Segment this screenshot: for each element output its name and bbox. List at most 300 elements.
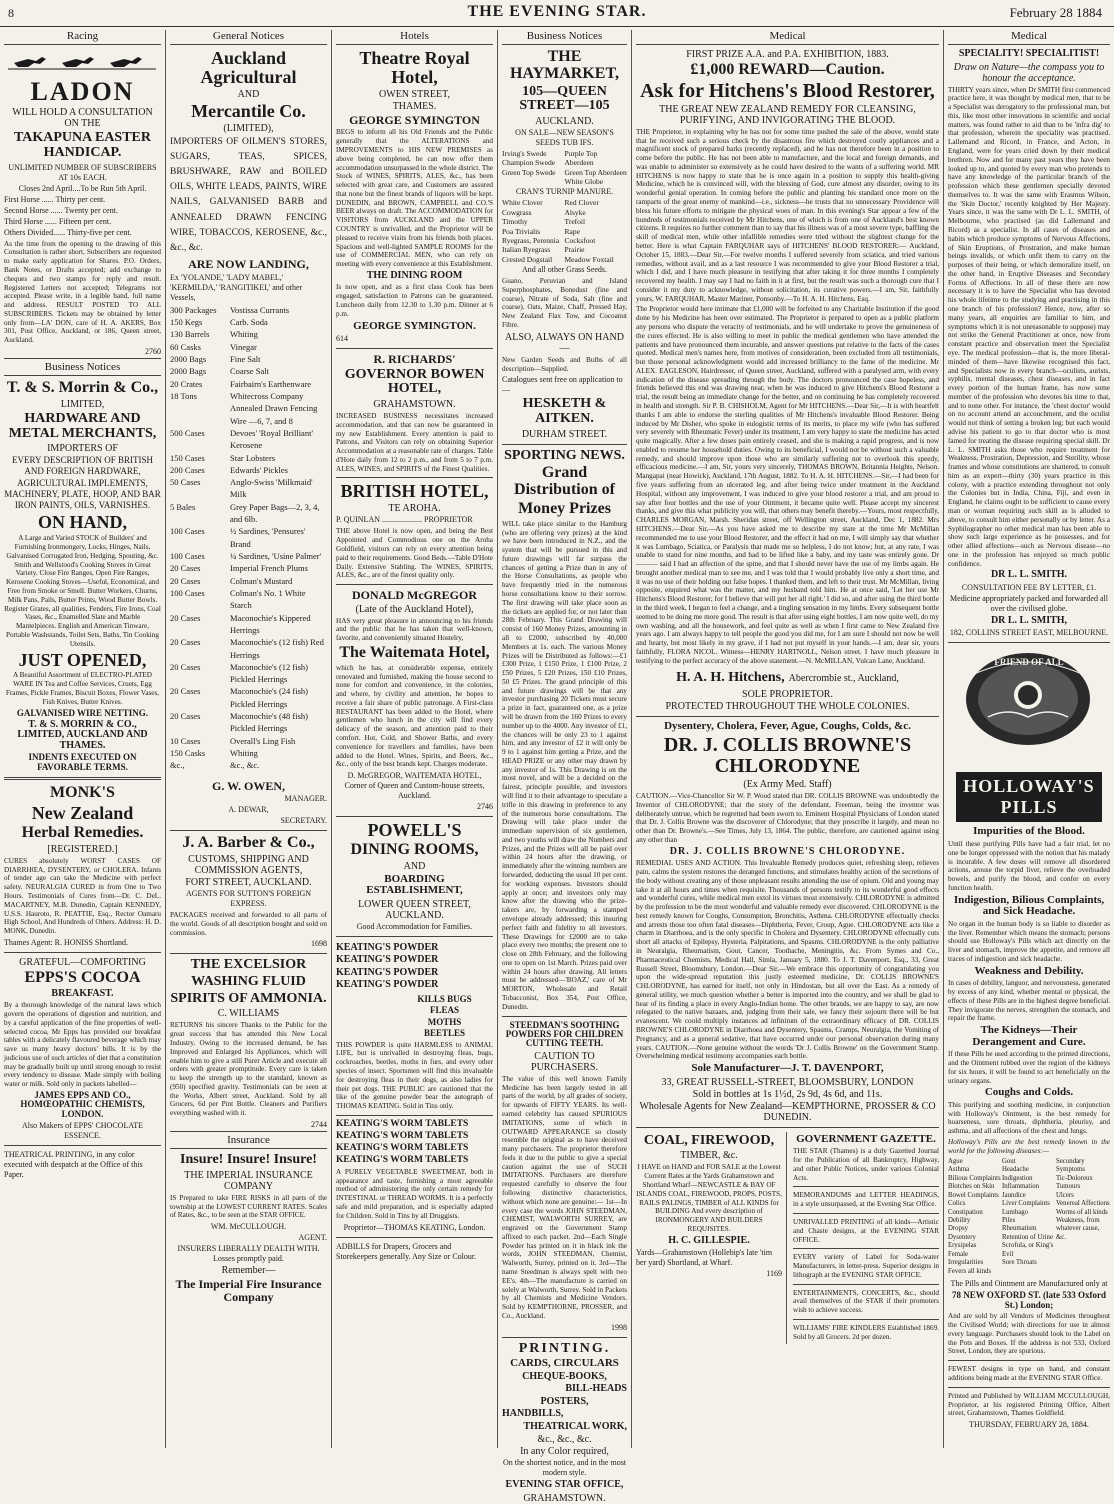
goods-item [170, 759, 327, 771]
hitchens-body-2: The Proprietor would here intimate that £1,000 will be forfeited to any Charitable Institution if the good done by his Medicine has been over estimated. The Proprietor is prepared to open as a public platform any persons who dispute the veracity of testimonials, and he will undertake to prove the genuineness of the cures effected. He is also willing to meet in public the medical gentlemen who have attended the patients and have pronounced them incurable, and answer questions put relative to the facts of the cases quoted. Medical men's names here, from motives of consideration, been excluded from all testimonials, but those personal acknowledgment would add increased brilliancy to the fame of the medicine. Mr ALEX. EAGLESON, Hairdresser, of Queen street, Auckland, suffered with a paralysed arm, with every indication of the disease spreading through the body. The doctors pronounced the case hopeless, and friends believed this end was drawing near, when he was induced to give Hitchens's Blood Restorer a trial, the result being an immediate change for the better, and on continuing he has completely recovered in health and strength. Sir P. B. CHISHOLM, Agent for Mr HITCHENS.—Dear Sir,—It is with heartfelt thanks I am able to endorse the sterling qualities of Mr Hitchens's invaluable Blood Restorer. Being induced by Mr Disher, who spoke in eulogistic terms of its merits, to place my wife (who has suffered very severely with Rheumatic Fever) under its treatment, I am very happy to state the medicine has acted quite magically. After a few doses pain entirely ceased, and she is making a rapid progress, and is now enabled to resume her household duties. Owing to its beneficial, I would not be without such a valuable remedy, and should improve upon those who are similarly suffering not to overlook this speedy, efficacious medicine.—I am, Sir, yours very sincerely, THOMAS BROWN, Britannia Heights, Nelson. Mangapai (near Howick), Auckland, 17th August, 1882. To H. A. H. HITCHENS.—Sir,—I had been for five years suffering from an ulcerated leg, and after being twice under treatment in the Auckland Hospital, without any improvement, I was induced to give your blood restorer a trial, and am proud to say after four bottles and the use of your Ointment, it became quite well. Please accept my sincerest thanks, and give this what publicity you will, that others may benefit thereby.—Yours, most respectfully, CHARLES MORGAN, Marsh. Sheridan street, off Wellington street, Auckland, Dec 1, 1882. Mrs HITCHENS.—Dear Sir,—As you have asked me to describe my state at the time Mr McMillan recommended me to use your Blood Restorer, and the effect it had on me, I will simply say that whether it was Lumbago, Sciatica, or Paralysis that made me so helpless, I do not know; but, at any rate, I was unable to stand for nine months, and had to be lifted like a baby, and my taste was entirely gone. Dr ——— said I had an affection of the spine, and that I should never have the use of my limbs again. He brought another medical man to see me, and I was told that I would probably live only a short time, and it was no use of their holding out false hopes. I thanked them, and left to their trust. Mr McMillan, living opposite, enquired what was the matter, and my husband told him. He at once said, 'Let her use Mr Hitchens's Blood Restorer, for I believe that will put her all right.' I did so, and after using the third bottle in the third week, I began to feel a change, and a tingling sensation in my limbs. Every subsequent bottle seemed to be doing me more good. The result is that after using eight bottles, I am now quite well, do my own washing, and all the housework, and feel quite as well as when I first came to New Zealand five years ago. I am always happy to tell people the good you did me, for I am sure I should not now be well and hearty, but most likely in my grave, if I had not put myself in your hands.—I am, dear sir, yours faithfully, FLORA NICOL. Witness—HENRY HARTNOLL, Nelson street. I have much pleasure in testifying to the perfect accuracy of the above statement.—N. McMILLAN, Vulcan Lane, Auckland. [636, 305, 939, 665]
disease-item: Debility [948, 1217, 971, 1224]
imperial-insurance: THE IMPERIAL INSURANCE COMPANY [184, 1169, 313, 1192]
disease-item: Female Irregularities [948, 1250, 984, 1267]
disease-item: Retention of Urine [1002, 1233, 1053, 1241]
diseases-grid [948, 1158, 1110, 1277]
disease-item: Constipation [948, 1208, 983, 1216]
disease-item: Liver Complaints [1002, 1200, 1050, 1208]
ladon-event: TAKAPUNA EASTER HANDICAP. [13, 130, 152, 160]
disease-item: Rheumatism [1002, 1225, 1037, 1233]
goods-quantity: 20 Cases [170, 563, 201, 574]
section-header-medical: Medical [636, 30, 939, 45]
ladon-close: Closes 2nd April....To be Run 5th April. [18, 183, 147, 193]
section-header-racing: Racing [4, 30, 161, 45]
excelsior-line3: SPIRITS OF AMMONIA. [170, 990, 327, 1006]
te-aroha-label: TE AROHA. [388, 503, 441, 515]
shortest-notice: On the shortest notice, and in the most modern style. [502, 1458, 627, 1478]
excelsior-line1: THE EXCELSIOR [190, 957, 307, 973]
epps-tagline: GRATEFUL—COMFORTING [19, 956, 146, 968]
disease-item: Headache [1002, 1166, 1029, 1174]
durham-street: DURHAM STREET. [521, 428, 608, 440]
goods-quantity: 20 Cases [170, 612, 201, 623]
chlorodyne-caution: CAUTION.—Vice-Chancellor Sir W. P. Wood stated that DR. COLLIS BROWNE was undoubtedly the Inventor of CHLORODYNE; that the story of the defendant, Freeman, being the inventor was deliberately untrue, which he regretted had been sworn to. Eminent Hospital Physicians of London stated that Dr. J. Collis Browne was the discoverer of Chlorodyne; that they prescribe it largely, and mean no other than Dr. Browne's.—See Times, July 13, 1864. The public, therefore, are cautioned against using any other than [636, 792, 939, 844]
weakness-body: In cases of debility, languor, and nervousness, generated by excess of any kind, whether mental or physical, the effects of these Pills are in the highest degree beneficial. They invigorate the nerves, strengthen the stomach, and repair the frame. [948, 979, 1110, 1023]
registered-label: [REGISTERED.] [47, 843, 118, 855]
goods-description: Grey Paper Bags—2, 3, 4, and 6lb. [230, 501, 320, 525]
goods-description: Anglo-Swiss 'Milkmaid' Milk [230, 477, 313, 500]
weakness-heading: Weakness and Debility. [974, 964, 1084, 977]
timber-label: TIMBER, &c. [680, 1150, 738, 1162]
worm-tablets-2: KEATING'S WORM TABLETS [336, 1130, 469, 1141]
disease-item: Tumours [1056, 1183, 1081, 1191]
consultation-fee: CONSULTATION FEE BY LETTER, £1. [961, 582, 1097, 592]
dining-body: Is now open, and as a first class Cook has been engaged, satisfaction to Patrons can be guaranteed. Luncheon daily from 12.30 to 1.30 p.m. Dinner at 6 p.m. [336, 283, 493, 318]
powell-and: AND [403, 860, 426, 872]
goods-quantity: 20 Crates [170, 378, 203, 389]
disease-item: Secondary Symptoms [1056, 1157, 1086, 1174]
owen-name: G. W. OWEN, [211, 778, 286, 793]
handbills-note: ADBILLS for Drapers, Grocers and Storekeepers generally. Any Size or Colour. [336, 1241, 477, 1261]
grahamstown-label: GRAHAMSTOWN. [373, 399, 456, 411]
hitchens-title: Ask for Hitchens's Blood Restorer, [640, 79, 935, 102]
newspaper-title: THE EVENING STAR. [467, 3, 647, 20]
morrin-signature: T. & S. MORRIN & CO., LIMITED, AUCKLAND AND THAMES. [17, 718, 148, 751]
column-racing [0, 30, 166, 1448]
indents-note: INDENTS EXECUTED ON FAVORABLE TERMS. [28, 752, 137, 772]
keating-line-2: KEATING'S POWDER [336, 954, 439, 966]
protected-note: PROTECTED THROUGHOUT THE WHOLE COLONIES. [665, 701, 910, 713]
excelsior-line2: WASHING FLUID [191, 974, 306, 990]
holloways-pills-banner: HOLLOWAY'S PILLS [956, 772, 1102, 822]
turnip-manure: CRAN'S TURNIP MANURE. [515, 187, 614, 197]
remember-label: Remember— [221, 1265, 276, 1277]
thames-label: THAMES. [392, 100, 437, 112]
on-hand-heading: ON HAND, [38, 512, 127, 533]
column-general-notices [166, 30, 332, 1448]
waitemata-body: which he has, at considerable expense, entirely renovated and furnished, making the house second to none for comfort and convenience, in the colonies, and where, by civility and attention, he hopes to receive a fair share of public patronage. A First-class RESTAURANT has been added to the Hotel, where gentlemen who lunch in the city will find every delicacy of the season, and attention paid to their comfort. Hot, Cold, and Shower Baths, and every convenience for travellers and families, have been added to the Hotel. Wines, Spirits, and Beers, &c., &c., only of the best brands kept. Charges moderate. [336, 663, 493, 769]
goods-item [170, 476, 327, 501]
smith-body: THIRTY years since, when Dr SMITH first commenced practice here, it was thought by medical men, that to be a Specialist was derogatory to the professional man, but this, like most other innovations in scientific and social matters, was found rather to aid than to be 'infra dig' to that profession, wherein the speciality was practised. Lallemand and Ricord, in France, and Acton, in England, were for years cried down by their medical brethren. Now and for many past years they have been looked up to, and quoted by every man who pretends to have any knowledge of the particular branch of the profession which these gentlemen specially devoted themselves to. It was the same with Erasmus Wilson, the 'Skin Doctor,' recently knighted by Her Majesty. Years since, it was the same with Dr L. L. SMITH, of Melbourne, who practised (as did Lallemand and Ricord) as a specialist. In all cases of diseases and habits which produce symptoms of Nervous Affections, of Skin Eruptions, of Prostration, and make human beings invalids, or which unfit them to carry on the purposes of their being, or which demoralize itself, on the other hand, in Eruptive Diseases and Secondary Forms of Affections. In all of these there are now necessary it is to have the Specialist who has devoted his whole lifetime to the studying and practising in this one branch of his profession? Hence, now, after so many years, all enquiries are familiar to him, and symptoms which it is not unreasonable to suppose) may not strike the General Practitioner at once, now from constant practice and observation meet the Specialist eye. The medical profession—that is, the more liberal-minded of them—have likewise recognised this fact, and Specialists now in every branch—oculists, aurists, syphilis, mental diseases, chest diseases, and in fact every portion of the human frame, has now some member of the profession who devotes his time to that, and to none other. For instance, the 'chest doctor' would on no account attend an accouchment, and the oculist would not think of setting a broken leg; but each would advise his patient to go to that doctor who is most famed for treating the disease requiring special skill. Dr L. L. SMITH asks those who require treatment for Weakness, Prostration, Depression, and Sterility, whose frames and whose constitutions are shattered, to consult him as an expert—thirty (30) years practice in this colony, with a practice extending throughout not only the Colonies but in India, China, Fiji, and even in England, he claims ought to be sufficient to cause every man or woman requiring such skill as is alluded to above, to consult him either personally or by letter. As a Syphilographer no other medical man has been able to show such large experience as he possesses, and for other allied affections—such as Nervous disease—no one in the profession has enjoyed so much public confidence. [948, 85, 1110, 568]
insure-heading: Insure! Insure! Insure! [180, 1152, 317, 1168]
etc-label: &c., &c., &c. [537, 1434, 592, 1446]
prize-2: Second Horse ...... Twenty per cent. [4, 205, 118, 215]
symington-name: GEORGE SYMINGTON [349, 112, 480, 127]
disease-item: Bowel Complaints [948, 1191, 999, 1199]
disease-item: Gout [1002, 1157, 1016, 1165]
importers-notice: IMPORTERS OF OILMEN'S STORES, SUGARS, TEAS, SPICES, BRUSHWARE, RAW and BOILED OILS, WHITE LEADS, PAINTS, WIRE NAILS, GALVANISED BARB and ANNEALED DRAWN FENCING WIRE, TOBACCOS, KEROSENE, &c., &c., &c. [170, 136, 327, 253]
waitemata-title: The Waitemata Hotel, [339, 644, 490, 661]
diseases-col-c [1056, 1158, 1110, 1277]
seed-left-1: Irving's Swede [502, 148, 547, 158]
goods-quantity: 60 Casks [170, 341, 201, 352]
column-medical [632, 30, 944, 1448]
chlorodyne-title: DR. J. COLLIS BROWNE'S CHLORODYNE [663, 734, 912, 777]
keating-powder-block [336, 941, 493, 993]
monk-remedies: Herbal Remedies. [21, 824, 144, 842]
hitchens-name: H. A. H. Hitchens, [676, 670, 785, 686]
sole-manufacturer: Sole Manufacturer—J. T. DAVENPORT, [691, 1062, 884, 1075]
prize-1: First Horse ...... Thirty per cent. [4, 194, 106, 204]
good-accommodation: Good Accommodation for Families. [356, 921, 473, 931]
goods-description: Star Lobsters [230, 452, 276, 463]
insurers-note: INSURERS LIBERALLY DEALTH WITH. Losses promptly paid. [177, 1244, 320, 1264]
cheque-books: CHEQUE-BOOKS, [522, 1370, 607, 1382]
bottom-ads [636, 1132, 939, 1344]
ladon-title: LADON [30, 77, 135, 106]
keating-proprietor: Proprietor—THOMAS KEATING, London. [343, 1222, 486, 1232]
smith-name-2: DR L. L. SMITH, [990, 614, 1068, 626]
goods-item [170, 390, 327, 427]
manager-label: MANAGER. [284, 794, 327, 804]
goods-item [170, 612, 327, 637]
hitchens-body: THE Proprietor, in explaining why he has not for some time pushed the sale of the above, would state that he received such a serious check by the disastrous fire which destroyed costly appliances and a magnificent stock of prepared barks (recently replaced), and he has not therefore been in a position to come before the public. He has not been able to manufacture, and the local and foreign demands, and was unable to administer so extensively as he could have desired to the wants of a suffering world. MR HITCHENS is now happy to state that he is once again in a position to supply this health-giving Medicine, which he is convinced will, with the blessing of God, cure almost any disorder, owing to its wonderful genial operation. In coming before the public and planting his standard once more on the ramparts of the great enemy of mankind—i.e., sickness—he trusts that no unnecessary Providence will bless his future efforts to mitigate the physical woes of man. In this evening's Star appear a few of the hundreds of testimonials received by Mr Hitchens, one of which is from one of Auckland's best known citizens. It requires no further comment than to say that his illness was of a most severe type, baffling the skill of medical men, while other infallible remedies were tried without the slightest change for the better. Here is what Captain FARQUHAR says of HITCHENS' BLOOD RESTORER:— Auckland, October 15, 1883.—Dear Sir,—For twelve months I suffered severely from sciatica, and tried various remedies, without avail, and as a last resource I was recommended to give your Blood Restorer a trial, which I did, and I have much pleasure in testifying that after taking it for three months I completely recovered my health. I may say I had no faith in it at first, but the result was such a thorough cure that I consider it my duty to acknowledge, without solicitation, its curative powers.—I am, Sir, faithfully yours, W. FARQUHAR, Master Mariner, Ponsonby.—To H. A. H. Hitchens, Esq. [636, 127, 939, 303]
goods-description: Whiting [230, 329, 258, 340]
goods-item [170, 378, 327, 390]
insurance-footer: The Imperial Fire Insurance Company [175, 1277, 322, 1304]
and-label: AND [237, 88, 260, 100]
any-color: In any Color required, [520, 1446, 609, 1458]
disease-item: Dropsy [948, 1225, 969, 1233]
goods-item [170, 636, 327, 661]
kills-moths: MOTHS [427, 1016, 462, 1027]
holloway-footer: And are sold by all Vendors of Medicines throughout the Civilised World; with directions for use in almost every language. Purchasers should look to the Label on the Pots and Boxes. If the address is not 533, Oxford Street, London, they are spurious. [948, 1312, 1110, 1356]
disease-item: Dysentery [948, 1233, 976, 1241]
theatrical-work: THEATRICAL WORK, [523, 1420, 627, 1432]
lower-queen-street: LOWER QUEEN STREET, AUCKLAND. [358, 898, 471, 921]
davenport-address: 33, GREAT RUSSELL-STREET, BLOOMSBURY, LONDON [661, 1076, 914, 1088]
grass-item: Alsyke [564, 207, 586, 217]
labels-body: EVERY variety of Label for Soda-water Manufacturers, in letter-press. Superior designs in lithograph at the EVENING STAR OFFICE. [793, 1253, 939, 1279]
coal-heading: COAL, FIREWOOD, [643, 1132, 775, 1148]
disease-item: Fevers all kinds [948, 1267, 992, 1275]
goods-item [170, 661, 327, 686]
issue-date: February 28 1884 [1009, 5, 1102, 20]
goods-description: Overall's Ling Fish [230, 735, 296, 746]
disease-item: Sore Throats [1002, 1259, 1037, 1267]
goods-description: Maconochie's (24 fish) Pickled Herrings [230, 686, 309, 709]
steedman-title: STEEDMAN'S SOOTHING POWDERS FOR CHILDREN CUTTING TEETH. [505, 1019, 624, 1049]
goods-item [170, 685, 327, 710]
printed-published: Printed and Published by WILLIAM MCCULLOUGH, Proprietor, at his registered Printing Office, Albert street, Grahamstown, Thames Goldfield. [948, 1391, 1110, 1418]
dewar-name: A. DEWAR, [228, 805, 269, 815]
hesketh-aitken: HESKETH & AITKEN. [522, 396, 607, 427]
mccullough-name: WM. McCULLOUGH. [210, 1222, 287, 1232]
goods-description: &c., &c. [230, 760, 260, 771]
disease-item: Ulcers [1056, 1191, 1074, 1199]
goods-quantity: &c., [170, 760, 185, 771]
gazette-body: THE STAR (Thames) is a duly Gazetted Journal for the Publication of all Bankruptcy, Highway, and other Public Notices, under various Colonial Acts. [793, 1147, 939, 1182]
coughs-body: This purifying and soothing medicine, in conjunction with Holloway's Ointment, is the best remedy for hoarseness, sore throats, diphtheria, pleurisy, and asthma, and all affections of the chest and lungs. [948, 1100, 1110, 1136]
limited-label: (LIMITED), [223, 122, 274, 134]
keating-line-3: KEATING'S POWDER [336, 966, 439, 978]
goods-description: Devoes' 'Royal Brilliant' Kerosene [230, 427, 313, 451]
also-label: ALSO, ALWAYS ON HAND— [505, 331, 624, 354]
chlorodyne-mid: DR. J. COLLIS BROWNE'S CHLORODYNE. [669, 845, 906, 857]
just-opened-body: A Beautiful Assortment of ELECTRO-PLATED WARE IN Tea and Coffee Services, Cruets, Egg Frames, Pickle Frames, Biscuit Boxes, Flower Vases, Fish Knives, Butter Knives. [5, 671, 160, 706]
goods-quantity: 20 Cases [170, 686, 201, 697]
powell-title: POWELL'S [367, 820, 462, 841]
oxford-address: 78 NEW OXFORD ST. (late 533 Oxford St.) London; [952, 1290, 1106, 1310]
grass-item: Meadow Foxtail [564, 254, 614, 264]
on-sale-note: ON SALE—NEW SEASON'S SEEDS TUB IFS. [515, 127, 614, 147]
impurities-body: Until these purifying Pills have had a fair trial, let no one be longer oppressed with the notion that his malady is incurable. A few doses will remove all disordered actions, arouse the torpid liver, relieve the overloaded bowels, and purify the blood, and confer on every function health. [948, 840, 1110, 892]
section-header-business-2: Business Notices [502, 30, 627, 45]
symington-signature: GEORGE SYMINGTON. [353, 319, 476, 332]
sporting-body: WILL take place similar to the Hamburg (who are offering very prizes) at the kind we have been introduced in N.Z., and the system that will be pursued in this and future drawings will far surpass the chances of getting a Prize than in any of the Horse Consultations, as people who have frequently tried in the numerous horse consultations know to their sorrow. The first drawing will take place soon as the tickets are applied for, or not later than 28th February. This Grand Drawing will consist of 160 Money Prizes, amounting in all to £2000, subscribed by 40,000 Members at 1s. each. The various Money Prizes will be Distributed as follows:—£1 £300 Prize, 1 £150 Prize, 1 £100 Prize, 2 £50 Prizes, 5 £20 Prizes, 150 £10 Prizes, 50 £5 Prizes. The grand principle of this and future drawings will be that any investor purchasing 20 Tickets must secure a prize in fact, guaranteed one, as a prize will be drawn from the 160 Prizes to every number up to the 4000. Any investor of £1, the chances will be only 23 to 1 against him, and any investor of £2 it will only be 9 to 1 against him getting a Prize, and the HEAD PRIZE or any other may drawn by any investor of 1s. This Drawing is on the most novel, and will be a decided on the fairest, principle possible, and investors will find it to their advantage to speculate a trifle in this drawing in preference to any of the numerous horse consultations. The Drawing will take place under the immediate supervision of six gentlemen, and two youths will draw the Numbers and Prizes, and the Prizes will all be paid over within 24 hours after the drawing, or immediately after the winning numbers are forwarded, deducting the usual 10 per cent. for working expenses. Investors should apply at once; and investors only may know after the drawing who the prize-takers are, by forwarding a stamped envelope already addressed; this insuring perfect faith and fidelity to all investors. These Drawings for £2000 are to take place every two months; the present one to close on 28th February, and the following one to open on 1st March. Prizes paid over within 24 hours after drawing. All letters must be addressed—'BOAZ,' care of Mr MORTON, Wholesale and Retail Tobacconist, Box 354, Post Office, Dunedin. [502, 519, 627, 1011]
section-header-insurance: Insurance [170, 1131, 327, 1149]
goods-quantity: 500 Cases [170, 427, 205, 438]
coal-ad [636, 1132, 787, 1344]
monk-title: MONK'S [50, 784, 115, 802]
unrivalled-body: UNRIVALLED PRINTING of all kinds—Artistic and Chaste designs, at the EVENING STAR OFFICE. [793, 1217, 939, 1244]
medicine-packed: Medicine appropriately packed and forwarded all over the civilised globe. [950, 593, 1108, 613]
grass-item: Ryegrass, Perennia [502, 235, 560, 245]
kills-fleas: FLEAS [429, 1005, 459, 1016]
goods-list [170, 304, 327, 772]
goods-description: Coarse Salt [230, 366, 269, 377]
haymarket-title: THE HAYMARKET, [510, 48, 619, 82]
grass-item: Crested Dogstail [502, 254, 553, 264]
goods-item [170, 341, 327, 353]
disease-item: Worms of all kinds [1056, 1208, 1108, 1216]
kidneys-heading: The Kidneys—Their Derangement and Cure. [972, 1024, 1086, 1048]
masthead [0, 0, 1114, 27]
kills-bugs: KILLS BUGS [417, 993, 472, 1004]
goods-quantity: 150 Kegs [170, 317, 203, 328]
worm-tablets-3: KEATING'S WORM TABLETS [336, 1142, 469, 1153]
grass-item: Red Clover [564, 198, 599, 208]
impurities-heading: Impurities of the Blood. [973, 825, 1085, 838]
agent-label: AGENT. [298, 1233, 327, 1243]
wire-netting: GALVANISED WIRE NETTING. [16, 707, 149, 718]
vessels-note: Ex 'YOLANDE,' 'LADY MABEL,' 'KERMILDA,' 'RANGITIKEI,' and other Vessels, [170, 272, 303, 302]
disease-item: Venereal Affections [1056, 1200, 1110, 1208]
worm-tablets-4: KEATING'S WORM TABLETS [336, 1154, 469, 1165]
mcgregor-name: DONALD McGREGOR [352, 588, 477, 603]
dysentery-heading: Dysentery, Cholera, Fever, Ague, Coughs, Colds, &c. [664, 720, 911, 733]
disease-item: Weakness, from whatever cause, &c. [1056, 1217, 1100, 1241]
goods-quantity: 20 Cases [170, 661, 201, 672]
goods-item [170, 464, 327, 476]
grass-all: And all other Grass Seeds. [521, 265, 608, 275]
just-opened-heading: JUST OPENED, [18, 649, 147, 670]
speciality-heading: SPECIALITY! SPECIALITIST! [958, 48, 1100, 59]
section-header-business: Business Notices [4, 358, 161, 376]
first-prize-note: FIRST PRIZE A.A. and P.A. EXHIBITION, 1883. [686, 49, 889, 60]
coughs-heading: Coughs and Colds. [984, 1086, 1074, 1099]
section-header-medical-2: Medical [948, 30, 1110, 45]
disease-item: Lumbago [1002, 1208, 1029, 1216]
grass-item: Poa Trivialis [502, 226, 541, 236]
disease-item: Colics [948, 1200, 966, 1208]
gazette-heading: GOVERNMENT GAZETTE. [796, 1132, 936, 1145]
grass-left-list [502, 198, 565, 264]
hardware-heading: HARDWARE AND METAL MERCHANTS, [8, 410, 157, 441]
goods-description: Carb. Soda [230, 317, 268, 328]
goods-quantity: 20 Cases [170, 711, 201, 722]
grass-right-list [565, 198, 628, 264]
pills-manufactured: The Pills and Ointment are Manufactured only at [950, 1279, 1108, 1289]
epps-title: EPPS'S COCOA [24, 968, 141, 986]
money-prizes: Money Prizes [518, 500, 611, 517]
symington-body: BEGS to inform all his Old Friends and the Public generally that the ALTERATIONS and IMPROVEMENTS to HIS NEW PREMISES as above being completed, he can now offer them accommodation unsurpassed in the whole district. The Stock of WINES, SPIRITS, ALES, &c., has been selected with great care, and Customers are assured that none but the finest brands of liquors will be kept. DUNEDIN, and BROWN, CAMPBELL and CO.'S BEER always on draft. The ACCOMMODATION for VISITORS from AUCKLAND and the UPPER COUNTRY is unrivalled, and the Proprietor will be pleased to receive visits from his friends both places. Spacious and well-lighted SAMPLE ROOMS for the use of COMMERCIAL MEN, who can rely on meeting with every convenience at this Establishment. [336, 128, 493, 269]
prize-3: Third Horse ...... Fifteen per cent. [4, 216, 112, 226]
goods-description: Whiting [230, 748, 258, 759]
grass-item: Timothy [502, 217, 528, 227]
goods-description: Edwards' Pickles [230, 464, 288, 475]
grass-item: Rape [564, 226, 580, 236]
hitchens-address: Abercrombie st., Auckland, [788, 673, 899, 685]
indigestion-body: No organ in the human body is so liable to disorder as the liver. Remember which means the stomach; persons should use Holloway's Pills which act directly on the liver and stomach, improve the appetite, and remove all traces of indigestion and sick headache. [948, 919, 1110, 963]
goods-description: Imperial French Plums [230, 563, 308, 574]
british-hotel-title: BRITISH HOTEL, [340, 481, 489, 502]
goods-description: Colman's Mustard [230, 575, 293, 586]
goods-item [170, 525, 327, 550]
grass-grid [502, 198, 627, 264]
disease-item: Bilious Complaints [948, 1174, 1001, 1182]
governor-bowen-title: GOVERNOR BOWEN HOTEL, [344, 366, 485, 397]
grass-item: Cowgrass [502, 207, 532, 217]
grass-item: Prairie [564, 245, 585, 255]
barber-body: PACKAGES received and forwarded to all parts of the world. Goods of all description bought and sold on commission. [170, 911, 327, 937]
disease-item: Blotches on Skin [948, 1183, 995, 1191]
goods-item [170, 550, 327, 562]
gillespie-name: H. C. GILLESPIE. [668, 1234, 750, 1246]
publication-date: THURSDAY, FEBRUARY 28, 1884. [969, 1420, 1089, 1430]
grahamstown-footer: GRAHAMSTOWN. [523, 1492, 606, 1504]
keating-line-4: KEATING'S POWDER [336, 979, 439, 991]
goods-item [170, 735, 327, 747]
goods-quantity: 18 Tons [170, 390, 197, 401]
disease-item: Ague [948, 1157, 963, 1165]
grass-item: Cocksfoot [564, 235, 596, 245]
kills-list [396, 995, 493, 1039]
mcgregor-body: HAS very great pleasure in announcing to his friends and the public that he has taken that well-known, favorite, and conveniently situated Hostelry, [336, 616, 493, 643]
evening-star-office: EVENING STAR OFFICE, [505, 1479, 624, 1491]
garden-seeds: New Garden Seeds and Bulbs of all description—Supplied. [502, 355, 627, 373]
waitemata-number: 2746 [477, 802, 493, 812]
goods-description: ½ Sardines, 'Pensures' Brand [230, 526, 306, 549]
monk-agent: Thames Agent: R. HONISS Shortland. [4, 937, 128, 947]
goods-description: Maconochie's (12 fish) Red Herrings [230, 637, 324, 660]
goods-description: Vostissa Currants [230, 304, 290, 315]
draw-on-nature: Draw on Nature—the compass you to honour the acceptance. [953, 61, 1105, 84]
caution-purchasers: CAUTION TO PURCHASERS. [531, 1050, 598, 1073]
goods-quantity: 2000 Bags [170, 354, 207, 365]
epps-body: By a thorough knowledge of the natural laws which govern the operations of digestion and nutrition, and by a careful application of the fine properties of well-selected cocoa, Mr Epps has provided our breakfast tables with a delicately flavoured beverage which may save us many heavy doctors' bills. It is by the judicious use of such articles of diet that a constitution may be gradually built up until strong enough to resist every tendency to disease. Made simply with boiling water or milk. Sold only in packets labelled— [4, 1001, 161, 1089]
disease-item: Tic-Doloreux [1056, 1174, 1093, 1182]
fewest-designs: FEWEST designs in type on hand, and constant additions being made at the EVENING STAR Office. [948, 1365, 1110, 1382]
keating-body: THIS POWDER is quite HARMLESS to ANIMAL LIFE, but is unrivalled in destroying fleas, bugs, cockroaches, beetles, moths in furs, and every other species of insect. Sportsmen will find this invaluable for destroying fleas in their dogs, as also ladies for their pet dogs. THE PUBLIC are cautioned that the like of the genuine powder bear the autograph of THOMAS KEATING. Sold in Tins only. [336, 1040, 493, 1111]
richards-name: R. RICHARDS' [373, 352, 456, 367]
goods-item [170, 587, 327, 612]
disease-item: Asthma [948, 1166, 970, 1174]
goods-quantity: 10 Cases [170, 735, 201, 746]
ladon-body: As the time from the opening to the drawing of this Consultation is rather short, Subscribers are requested to make early application for Shares. P.O. Orders, Bank Notes, or Drafts accepted; add exchange to cheques and two stamps for reply and result. Registered Letters not accepted; Telegrams not accepted. Please write, in a legible hand, full name and address. RESULT POSTED TO ALL SUBSCRIBERS. Tickets may be obtained by letter only from—LA' DON, care of H. A. AKERS, Box 301, Post Office, Auckland, or 186, Queen street, Auckland. [4, 239, 161, 345]
worm-tablets-1: KEATING'S WORM TABLETS [336, 1118, 469, 1129]
boarding-heading: BOARDING ESTABLISHMENT, [366, 872, 463, 897]
seed-right-1: Purple Top Aberdeen [564, 148, 598, 168]
goods-item [170, 328, 327, 340]
section-header-general: General Notices [170, 30, 327, 45]
haymarket-address: 105—QUEEN STREET—105 [519, 83, 610, 114]
ladon-limit: UNLIMITED NUMBER OF SUBSCRIBERS AT 10s EACH. [8, 162, 157, 182]
goods-description: Maconochie's Kippered Herrings [230, 612, 311, 635]
horse-racing-icon [4, 49, 160, 71]
ladon-subtitle: WILL HOLD A CONSULTATION ON THE [12, 107, 153, 130]
disease-item: Indigestion [1002, 1174, 1033, 1182]
column-hotels [332, 30, 498, 1448]
richards-body: INCREASED BUSINESS necessitates increased accommodation, and that can now be guaranteed in my new Establishment. Every attention is paid to Patrons, and Visitors can rely on obtaining Superior Accommodation at a reasonable rate of charges. Table d'Hote daily from 12 to 2 p.m., and from 5 to 7 p.m. ALES, WINES, and SPIRITS of the Finest Qualities. [336, 412, 493, 473]
goods-quantity: 100 Cases [170, 526, 205, 537]
barber-number: 1698 [311, 939, 327, 949]
goods-item [170, 575, 327, 587]
epps-also: Also Makers of EPPS' CHOCOLATE ESSENCE. [22, 1121, 143, 1141]
goods-item [170, 316, 327, 328]
yards-note: Yards—Grahamstown (Hollebip's late 'tim ber yard) Shortland, at Wharf. [636, 1248, 773, 1268]
monk-body: CURES absolutely WORST CASES OF DIARRHŒA, DYSENTERY, or CHOLERA. Infants of tender age can take the Medicine with perfect safety. NEURALGIA CURED in from One to Two Hours. Testimonials of Cures from—Dr. C. DeL. MACARTNEY, M.B. Dunedin, Captain KENNEDY, U.S.S. Hauroto, R. PEATTIE, Esq., Rector Oamaru High School, And Hundreds of Others. Address: H. D. MONK, Dunedin. [4, 856, 161, 936]
cards-circulars: CARDS, CIRCULARS [510, 1357, 619, 1370]
mcgregor-late: (Late of the Auckland Hotel), [355, 603, 474, 615]
diseases-col-a [948, 1158, 1002, 1277]
grass-item: Trefoil [564, 217, 586, 227]
seed-left-3: Green Top Swede [502, 167, 556, 177]
excelsior-body: RETURNS his sincere Thanks to the Public for the great success that has attended this New Local Industry. Owing to the increased demand, he has Improved and Enlarged his Appliances, which will enable him to give a still Purer Article and execute all orders with greater promptitude. Every care is taken to keep the strength up to the standard, known as (950) specified gravity. Testimonials can be seen at the Works, Albert street, Auckland. Sold by all Grocers, 6d per Pint Bottle. Cleaners and Purifiers everything washed with it. [170, 1021, 327, 1118]
goods-description: Fairbairn's Earthenware [230, 378, 312, 389]
disease-item: Piles [1002, 1217, 1016, 1224]
williams-name: C. WILLIAMS [217, 1008, 280, 1020]
catalogues-note: Catalogues sent free on application to— [502, 375, 623, 395]
seed-left-2: Champion Swede [502, 158, 556, 168]
symington-number: 614 [336, 334, 348, 344]
grand-distribution: Grand Distribution of [514, 464, 615, 499]
smith-name: DR L. L. SMITH. [990, 569, 1068, 581]
goods-item [170, 452, 327, 464]
disease-item: Scrofula, or King's Evil [1002, 1242, 1054, 1258]
column-medical-2 [944, 30, 1114, 1448]
handbills: HANDBILLS, [502, 1408, 564, 1420]
insurance-body: IS Prepared to take FIRE RISKS in all parts of the township at the LOWEST CURRENT RATES. Scales of Rates, &c., to be seen at the STAR OFFICE. [170, 1193, 327, 1220]
quinlan-proprietor: P. QUINLAN .................... PROPRIETOR [336, 515, 473, 525]
smith-address: 182, COLLINS STREET EAST, MELBOURNE. [949, 628, 1109, 638]
goods-quantity: 20 Cases [170, 575, 201, 586]
haymarket-city: AUCKLAND. [535, 115, 594, 127]
goods-quantity: 100 Cases [170, 551, 205, 562]
goods-quantity: 200 Cases [170, 464, 205, 475]
goods-description: Vinegar [230, 341, 257, 352]
friend-of-all-label: FRIEND OF ALL [994, 657, 1064, 668]
great-remedy: THE GREAT NEW ZEALAND REMEDY FOR CLEANSING, PURIFYING, AND INVIGORATING THE BLOOD. [659, 103, 916, 126]
goods-quantity: 150 Casks [170, 748, 206, 759]
importers-label: IMPORTERS OF [47, 443, 118, 455]
steedman-number: 1998 [611, 1322, 627, 1332]
guano-body: Guano, Peruvian and Island Superphosphates, Bonedust (fine and coarse), Nitrate of Soda, Salt (fine and coarse). Oats, Maize, Chaff, Pressed Hay, New Zealand Flax Tow, and Cocoanut Fibre. [502, 277, 627, 329]
coal-number: 1169 [766, 1269, 782, 1279]
goods-description: Fine Salt [230, 354, 261, 365]
page-number: 8 [8, 6, 14, 20]
posters: POSTERS, [540, 1395, 589, 1407]
goods-description: Maconochie's (48 fish) Pickled Herrings [230, 711, 309, 734]
auckland-agricultural-title: Auckland Agricultural [200, 48, 297, 87]
goods-item [170, 710, 327, 735]
morrin-title: T. & S. Morrin & Co., [6, 379, 159, 397]
ladon-number: 2760 [145, 347, 161, 357]
disease-item: Inflammation [1002, 1183, 1039, 1191]
sole-proprietor: SOLE PROPRIETOR. [742, 689, 833, 701]
column-business-notices [498, 30, 632, 1504]
seeds-grid [502, 149, 627, 187]
goods-quantity: 130 Barrels [170, 329, 210, 340]
